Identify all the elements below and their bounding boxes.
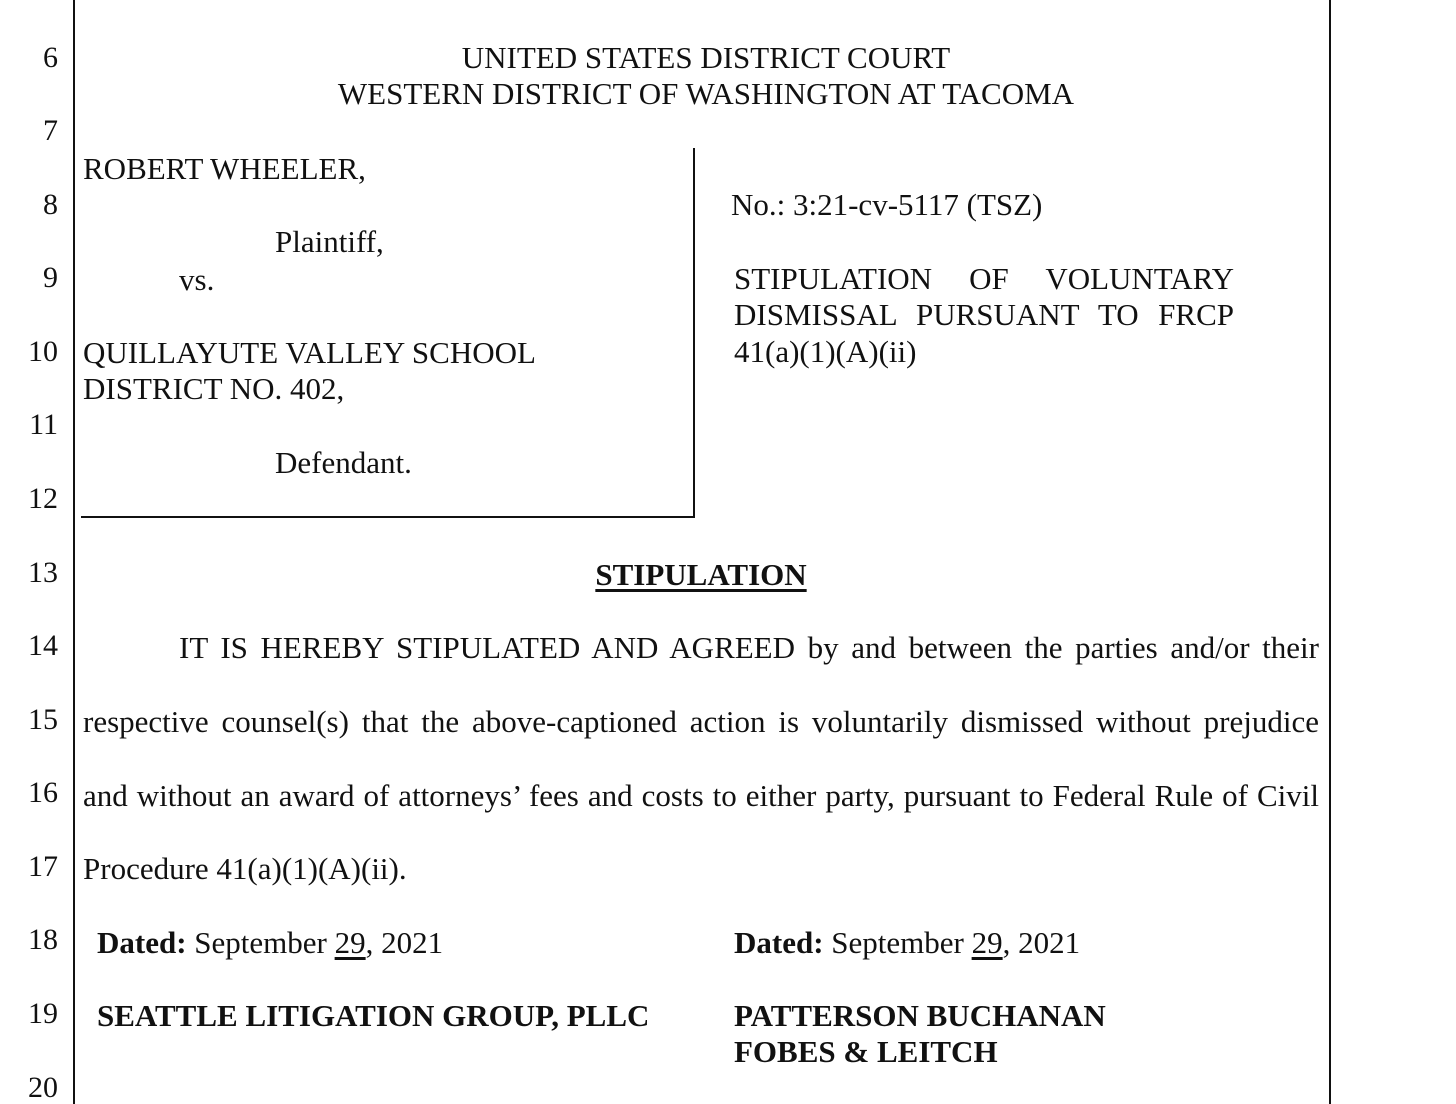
line-number: 7 [43,114,58,147]
line-number: 13 [28,556,58,589]
line-number: 16 [28,776,58,809]
left-margin-rule [73,0,75,1104]
body-line: and without an award of attorneys’ fees and costs to either party, pursuant to Federal Rule of Civil [83,778,1319,813]
dated-month: September [194,925,327,960]
caption-bottom-rule [81,516,695,518]
dated-month: September [831,925,964,960]
line-number: 19 [28,997,58,1030]
law-firm-right-line1: PATTERSON BUCHANAN [734,998,1106,1033]
dated-label: Dated: [734,925,824,960]
line-number: 10 [28,335,58,368]
dated-year: , 2021 [1002,925,1081,960]
line-number: 17 [28,850,58,883]
section-heading: STIPULATION [595,557,807,592]
document-title-line1: STIPULATION OF VOLUNTARY [734,261,1234,296]
document-title-line3: 41(a)(1)(A)(ii) [734,334,917,369]
line-number: 15 [28,703,58,736]
line-number: 9 [43,261,58,294]
case-number: No.: 3:21-cv-5117 (TSZ) [731,187,1043,222]
dated-line-left [97,927,443,958]
line-number: 8 [43,188,58,221]
dated-label: Dated: [97,925,187,960]
line-number: 12 [28,482,58,515]
plaintiff-name: ROBERT WHEELER, [83,151,366,186]
dated-day: 29 [334,925,366,960]
court-name: UNITED STATES DISTRICT COURT [461,40,951,75]
versus: vs. [179,262,215,297]
defendant-role: Defendant. [275,445,412,480]
law-firm-left: SEATTLE LITIGATION GROUP, PLLC [97,998,650,1033]
body-line: respective counsel(s) that the above-captioned action is voluntarily dismissed without prejudice [83,704,1319,739]
body-line: IT IS HEREBY STIPULATED AND AGREED by and between the parties and/or their [179,630,1319,665]
body-line: Procedure 41(a)(1)(A)(ii). [83,851,407,886]
defendant-name-line2: DISTRICT NO. 402, [83,371,345,406]
line-number: 20 [28,1071,58,1104]
defendant-name-line1: QUILLAYUTE VALLEY SCHOOL [83,335,536,370]
document-title-line2: DISMISSAL PURSUANT TO FRCP [734,297,1234,332]
line-number: 11 [29,408,58,441]
right-margin-rule [1329,0,1331,1104]
court-district: WESTERN DISTRICT OF WASHINGTON AT TACOMA [337,76,1075,111]
dated-year: , 2021 [365,925,444,960]
law-firm-right-line2: FOBES & LEITCH [734,1034,998,1069]
line-number: 18 [28,923,58,956]
dated-day: 29 [971,925,1003,960]
caption-divider [693,148,695,518]
dated-line-right [734,927,1080,958]
line-number: 6 [43,41,58,74]
line-number: 14 [28,629,58,662]
plaintiff-role: Plaintiff, [275,224,384,259]
